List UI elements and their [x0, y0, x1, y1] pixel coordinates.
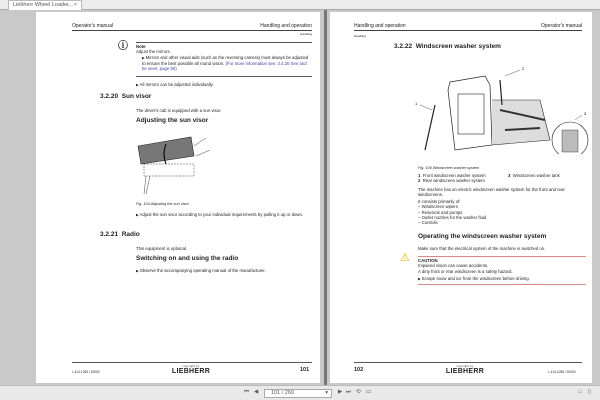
page-number: 101 [300, 367, 310, 373]
fit-page-icon[interactable]: ▭ [366, 389, 372, 395]
document-tab[interactable] [8, 0, 82, 10]
last-page-icon[interactable]: ⏭ [346, 389, 351, 395]
list-item: Controls [421, 220, 438, 226]
section-title: Windscreen washer system [415, 43, 501, 50]
copyright: copyright by [182, 365, 200, 368]
list-item: Reservoir and pumps [421, 209, 463, 215]
caution-box [418, 258, 586, 282]
callout-2: 2 [522, 66, 525, 71]
rotate-icon[interactable]: ⟲ [356, 389, 361, 395]
document-number: L 414-1265 / 30000 [548, 370, 576, 374]
subheader: Handling [354, 34, 366, 38]
legend-item: Windscreen washer tank [512, 173, 560, 178]
first-page-icon[interactable]: ⏮ [244, 389, 249, 395]
subheader: Handling [300, 32, 312, 36]
caution-divider [418, 256, 586, 257]
section-number: 3.2.21 [100, 231, 119, 238]
note-text: Adjust the mirrors. [136, 49, 171, 55]
caution-text: Impaired vision can cause accidents. [418, 263, 489, 269]
brand: LIEBHERR [445, 368, 485, 376]
document-number: L 414-1265 / 30000 [72, 370, 100, 374]
body-text: The machine has an electric windscreen washer system for the front and rear windscreens. [418, 187, 565, 198]
footer-divider [354, 362, 582, 363]
body-text: The driver's cab is equipped with a sun visor. [136, 108, 222, 113]
previous-page-icon[interactable]: ◀ [254, 389, 259, 395]
list-item: Windscreen wipers [421, 204, 458, 210]
liebherr-logo [440, 364, 490, 375]
bottom-toolbar [0, 385, 600, 400]
cross-reference-link[interactable]: (For more information see: 3.4.20 See and be seen, page 90) [142, 60, 307, 72]
single-page-icon[interactable]: □ [578, 389, 582, 395]
callout-1: 1 [415, 101, 418, 106]
page-indicator: 101 / 260 [271, 390, 294, 396]
tab-title: Liebherr Wheel Loader... [13, 2, 74, 8]
wheel-loader-illustration [410, 60, 590, 154]
figure-caption: Fig. 105 Windscreen washer system [418, 166, 480, 170]
liebherr-logo [166, 364, 216, 375]
callout-3: 3 [584, 111, 587, 116]
close-tab-icon[interactable]: × [73, 2, 77, 8]
divider [136, 76, 312, 77]
page-separator [324, 10, 327, 385]
two-page-icon[interactable]: ▯ [588, 389, 592, 395]
legend-item: Rear windscreen washer system [422, 178, 485, 184]
figure-legend: 1 Front windscreen washer system 3 Windscreen washer tank 2 Rear windscreen washer system [418, 173, 560, 184]
page-header [72, 24, 312, 31]
brand: LIEBHERR [171, 368, 211, 376]
page-number-input[interactable]: 101 / 260 ▾ [264, 389, 332, 398]
caution-title: CAUTION [418, 258, 438, 263]
list-intro: It consists primarily of: [418, 199, 461, 204]
mirrors-bullet: ▶ All mirrors can be adjusted individually. [136, 82, 214, 88]
page-101 [36, 12, 320, 383]
tab-bar [0, 0, 600, 10]
warning-icon: ⚠ [400, 252, 410, 264]
body-text: Make sure that the electrical system of the machine is switched on. [418, 246, 546, 251]
next-page-icon[interactable]: ▶ [338, 389, 343, 395]
header-left: Handling and operation [354, 23, 406, 29]
visor-bullet: ▶ Adjust the sun visor according to your individual requirements by pulling it up or down. [136, 212, 312, 218]
radio-bullet: ▶ Observe the accompanying operating manual of the manufacturer. [136, 268, 266, 274]
section-title: Radio [121, 231, 140, 238]
section-number: 3.2.22 [394, 43, 413, 50]
header-right: Operator's manual [541, 23, 582, 29]
section-title: Sun visor [121, 93, 152, 100]
note-bullet: Mirrors and other visual aids (such as the reversing camera) must always be adjusted to ensure the best possible all round vision. [142, 54, 309, 66]
caution-text: A dirty front or rear windscreen is a safety hazard. [418, 268, 513, 274]
section-number: 3.2.20 [100, 93, 119, 100]
caution-divider [418, 284, 586, 285]
caution-bullet: ▶ Scrape snow and ice from the windscreen before driving. [418, 276, 586, 282]
info-icon: ⓘ [118, 41, 128, 52]
footer-divider [72, 362, 312, 363]
sun-visor-illustration [136, 134, 216, 194]
subheading: Adjusting the sun visor [136, 117, 209, 124]
figure-caption: Fig. 104 Adjusting the sun visor [136, 202, 189, 206]
body-text: This equipment is optional. [136, 246, 188, 251]
components-list: It consists primarily of: – Windscreen wipers – Reservoir and pumps – Outlet nozzles for the washer fluid – Controls [418, 199, 586, 225]
copyright: copyright by [456, 365, 474, 368]
page-number: 102 [354, 367, 364, 373]
subheading: Operating the windscreen washer system [418, 233, 547, 240]
legend-item: Front windscreen washer system [422, 173, 486, 178]
note-title: Note [136, 44, 146, 49]
subheading: Switching on and using the radio [136, 255, 239, 262]
page-102 [330, 12, 592, 383]
header-left: Operator's manual [72, 23, 113, 29]
note-box [136, 44, 312, 71]
list-item: Outlet nozzles for the washer fluid [421, 214, 487, 220]
header-right: Handling and operation [260, 23, 312, 29]
divider [136, 42, 312, 43]
